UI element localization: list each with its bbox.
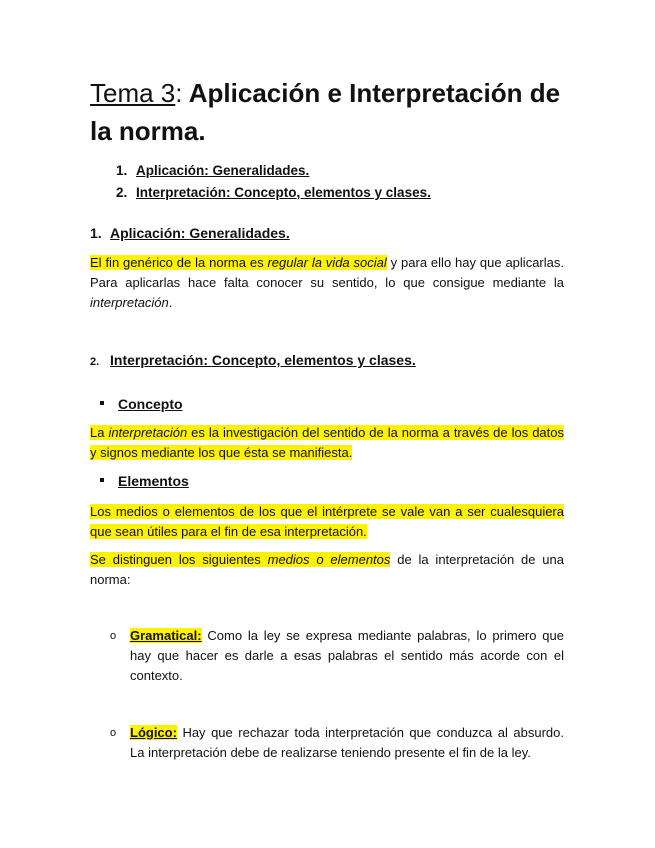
item-text: Como la ley se expresa mediante palabras, lo primero que hay que hacer es darle a esas palabras el sentido más acorde con el contexto. — [130, 628, 564, 683]
highlighted-italic-text: interpretación — [108, 425, 188, 440]
plain-text: . — [168, 295, 173, 310]
bullet-elementos — [100, 473, 189, 489]
list-item-gramatical — [110, 626, 564, 686]
title-colon: : — [175, 78, 183, 108]
bullet-label: Elementos — [118, 473, 189, 489]
circle-bullet-icon: o — [110, 727, 117, 739]
toc-item-number: 2. — [116, 185, 128, 200]
highlighted-text: Los medios o elementos de los que el intérprete se vale van a ser cualesquiera que sean útiles para el fin de esa interpretación. — [90, 504, 564, 539]
toc-item-number: 1. — [116, 163, 128, 178]
highlighted-italic-text: medios o elementos — [267, 552, 391, 567]
concepto-paragraph — [90, 423, 564, 463]
section1-number: 1. — [90, 225, 102, 241]
item-label: Lógico: — [130, 725, 177, 740]
section2-number: 2. — [90, 356, 100, 368]
page-title — [90, 74, 570, 150]
medios-paragraph — [90, 550, 564, 590]
toc-item-label: Aplicación: Generalidades. — [136, 163, 310, 178]
square-bullet-icon — [100, 478, 104, 482]
toc-item — [116, 182, 431, 204]
section1-title: Aplicación: Generalidades. — [110, 225, 290, 241]
toc-item — [116, 160, 431, 182]
section2-heading — [90, 352, 416, 368]
section2-title: Interpretación: Concepto, elementos y clases. — [110, 352, 416, 368]
table-of-contents — [116, 160, 431, 204]
square-bullet-icon — [100, 401, 104, 405]
item-text: Hay que rechazar toda interpretación que conduzca al absurdo. La interpretación debe de realizarse teniendo presente el fin de la ley. — [130, 725, 564, 760]
toc-item-label: Interpretación: Concepto, elementos y clases. — [136, 185, 431, 200]
highlighted-italic-text: regular la vida social — [267, 255, 387, 270]
highlighted-text: El fin genérico de la norma es — [90, 255, 268, 270]
list-item-logico — [110, 723, 564, 763]
item-label: Gramatical: — [130, 628, 202, 643]
bullet-concepto — [100, 396, 183, 412]
section1-heading — [90, 225, 290, 241]
italic-text: interpretación — [90, 295, 169, 310]
plain-text: y para ello hay que aplicarlas. Para aplicarlas hace falta conocer su sentido, lo que consigue mediante la — [90, 255, 564, 290]
plain-text: de la interpretación de una norma: — [90, 552, 564, 587]
title-prefix: Tema 3 — [90, 78, 176, 108]
elementos-paragraph — [90, 502, 564, 542]
highlighted-text: es la investigación del sentido de la norma a través de los datos y signos mediante los que ésta se manifiesta. — [90, 425, 564, 460]
bullet-label: Concepto — [118, 396, 183, 412]
highlighted-text: Se distinguen los siguientes — [90, 552, 268, 567]
highlighted-text: La — [90, 425, 109, 440]
title-main: Aplicación e Interpretación de la norma. — [90, 78, 561, 146]
section1-paragraph — [90, 253, 564, 313]
circle-bullet-icon: o — [110, 630, 117, 642]
